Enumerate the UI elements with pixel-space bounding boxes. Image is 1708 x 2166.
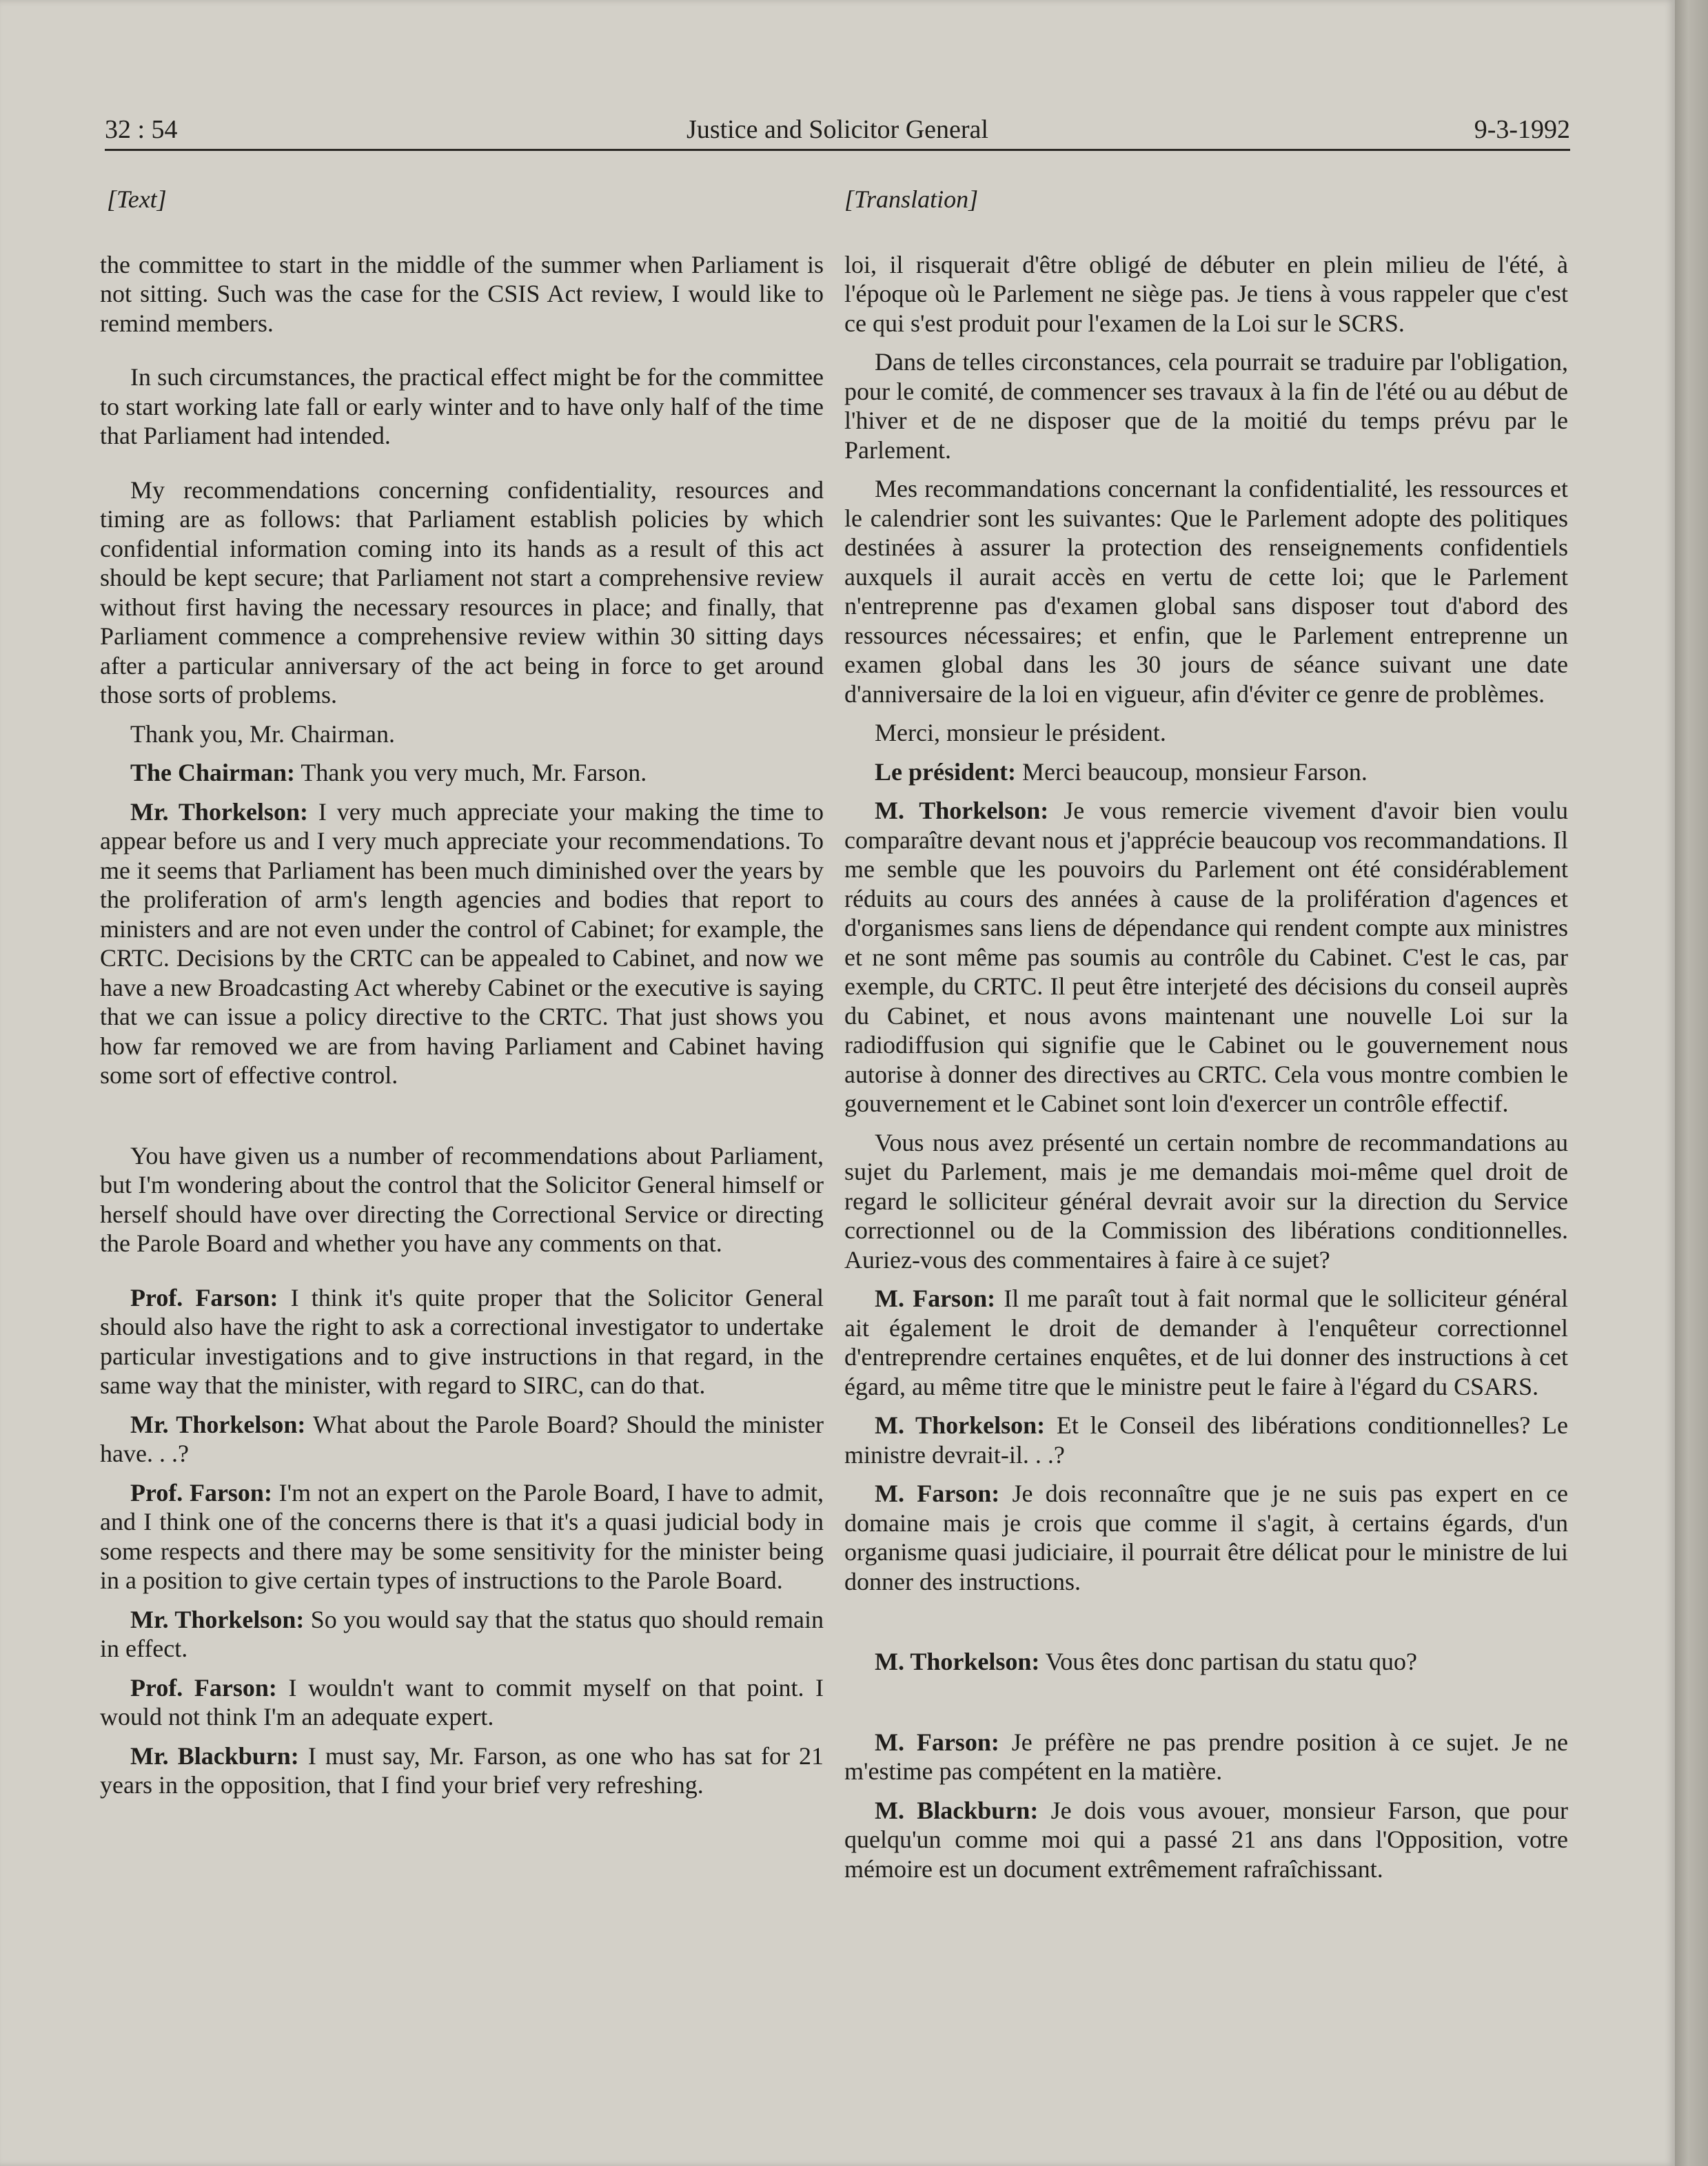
paragraph: M. Thorkelson: Je vous remercie vivement d'avoir bien voulu comparaître devant nous et j'apprécie beaucoup vos recommandations. Il me semble que les pouvoirs du Parlement ont été considérablement réduits au cours des années à cause de la prolifération d'agences et d'organismes sans liens de dépendance qui rendent compte aux ministres et ne sont même pas soumis au contrôle du Cabinet. C'est le cas, par exemple, du CRTC. Il peut être interjeté des décisions du conseil auprès du Cabinet, et nous avons maintenant une nouvelle Loi sur la radiodiffusion qui signifie que le Cabinet ou le gouvernement nous autorise à donner des directives au CRTC. Cela vous montre combien le gouvernement et le Cabinet sont loin d'exercer un contrôle effectif. [844, 797, 1568, 1117]
paragraph: The Chairman: Thank you very much, Mr. Farson. [130, 759, 647, 786]
english-column [100, 185, 824, 1810]
paragraph: Merci, monsieur le président. [875, 719, 1166, 746]
paragraph: In such circumstances, the practical effect might be for the committee to start working late fall or early winter and to have only half of the time that Parliament had intended. [100, 363, 824, 449]
paragraph: loi, il risquerait d'être obligé de débuter en plein milieu de l'été, à l'époque où le Parlement ne siège pas. Je tiens à vous rappeler que c'est ce qui s'est produit pour l'examen de la Loi sur le SCRS. [844, 250, 1568, 337]
paragraph: Mr. Blackburn: I must say, Mr. Farson, as one who has sat for 21 years in the opposition, that I find your brief very refreshing. [100, 1741, 824, 1799]
page-number: 32 : 54 [105, 115, 178, 144]
page-date: 9-3-1992 [1474, 115, 1570, 144]
paragraph: M. Blackburn: Je dois vous avouer, monsieur Farson, que pour quelqu'un comme moi qui a passé 21 ans dans l'Opposition, votre mémoire est un document extrêmement rafraîchissant. [844, 1796, 1568, 1883]
paragraph: Prof. Farson: I wouldn't want to commit myself on that point. I would not think I'm an adequate expert. [100, 1673, 824, 1730]
french-column [844, 185, 1568, 1893]
paragraph: M. Farson: Je préfère ne pas prendre position à ce sujet. Je ne m'estime pas compétent en la matière. [844, 1728, 1569, 1785]
paragraph: M. Farson: Il me paraît tout à fait normal que le solliciteur général ait également le droit de demander à l'enquêteur correctionnel d'entreprendre certaines enquêtes, et de lui donner des instructions à cet égard, au même titre que le ministre peut le faire à l'égard du CSARS. [844, 1285, 1569, 1400]
paragraph: the committee to start in the middle of the summer when Parliament is not sitting. Such was the case for the CSIS Act review, I would like to remind members. [100, 250, 824, 337]
paragraph: Mes recommandations concernant la confidentialité, les ressources et le calendrier sont les suivantes: Que le Parlement adopte des politiques destinées à assurer la protection des renseignements confidentiels auxquels il aurait accès en vertu de cette loi; que le Parlement n'entreprenne pas d'examen global sans disposer tout d'abord des ressources nécessaires; et enfin, que le Parlement entreprenne un examen global dans les 30 jours de séance suivant une date d'anniversaire de la loi en vigueur, afin d'éviter ce genre de problèmes. [844, 475, 1568, 708]
paragraph: Mr. Thorkelson: What about the Parole Board? Should the minister have. . .? [100, 1410, 824, 1467]
paragraph: My recommendations concerning confidentiality, resources and timing are as follows: that Parliament establish policies by which confidential information coming into its hands as a result of this act should be kept secure; that Parliament not start a comprehensive review without first having the necessary resources in place; and finally, that Parliament commence a comprehensive review within 30 sitting days after a particular anniversary of the act being in force to get around those sorts of problems. [100, 476, 824, 708]
page-title: Justice and Solicitor General [687, 115, 988, 144]
paragraph: Prof. Farson: I think it's quite proper that the Solicitor General should also have the right to ask a correctional investigator to undertake particular investigations and to give instructions in that regard, in the same way that the minister, with regard to SIRC, can do that. [100, 1283, 824, 1399]
paragraph: Prof. Farson: I'm not an expert on the Parole Board, I have to admit, and I think one of the concerns there is that it's a quasi judicial body in some respects and there may be some sensitivity for the minister being in a position to give certain types of instructions to the Parole Board. [100, 1478, 824, 1594]
page-header [105, 110, 1570, 151]
text-tag: [Text] [107, 185, 167, 213]
paragraph: You have given us a number of recommendations about Parliament, but I'm wondering about the control that the Solicitor General himself or herself should have over directing the Correctional Service or directing the Parole Board and whether you have any comments on that. [100, 1141, 824, 1257]
translation-tag: [Translation] [844, 185, 979, 213]
paragraph: Mr. Thorkelson: So you would say that the status quo should remain in effect. [100, 1605, 824, 1662]
page-edge [1675, 0, 1708, 2166]
paragraph: Dans de telles circonstances, cela pourrait se traduire par l'obligation, pour le comité, de commencer ses travaux à la fin de l'été ou au début de l'hiver et de ne disposer que de la moitié du temps prévu par le Parlement. [844, 348, 1568, 464]
paragraph: Vous nous avez présenté un certain nombre de recommandations au sujet du Parlement, mais je me demandais moi-même quel droit de regard le solliciteur général devrait avoir sur la direction du Service correctionnel ou de la Commission des libérations conditionnelles. Auriez-vous des commentaires à faire à ce sujet? [844, 1128, 1568, 1274]
paragraph: Mr. Thorkelson: I very much appreciate your making the time to appear before us and I very much appreciate your recommendations. To me it seems that Parliament has been much diminished over the years by the proliferation of arm's length agencies and bodies that report to ministers and are not even under the control of Cabinet; for example, the CRTC. Decisions by the CRTC can be appealed to Cabinet, and now we have a new Broadcasting Act whereby Cabinet or the executive is saying that we can issue a policy directive to the CRTC. That just shows you how far removed we are from having Parliament and Cabinet having some sort of effective control. [100, 797, 824, 1089]
paragraph: Thank you, Mr. Chairman. [130, 719, 395, 748]
paragraph: Le président: Merci beaucoup, monsieur Farson. [875, 757, 1368, 786]
paragraph: M. Thorkelson: Vous êtes donc partisan du statu quo? [875, 1648, 1417, 1675]
paragraph: M. Thorkelson: Et le Conseil des libérations conditionnelles? Le ministre devrait-il. . .? [844, 1411, 1568, 1469]
paragraph: M. Farson: Je dois reconnaître que je ne suis pas expert en ce domaine mais je crois que comme il s'agit, à certains égards, d'un organisme quasi judiciaire, il pourrait être délicat pour le ministre de lui donner des instructions. [844, 1480, 1569, 1595]
